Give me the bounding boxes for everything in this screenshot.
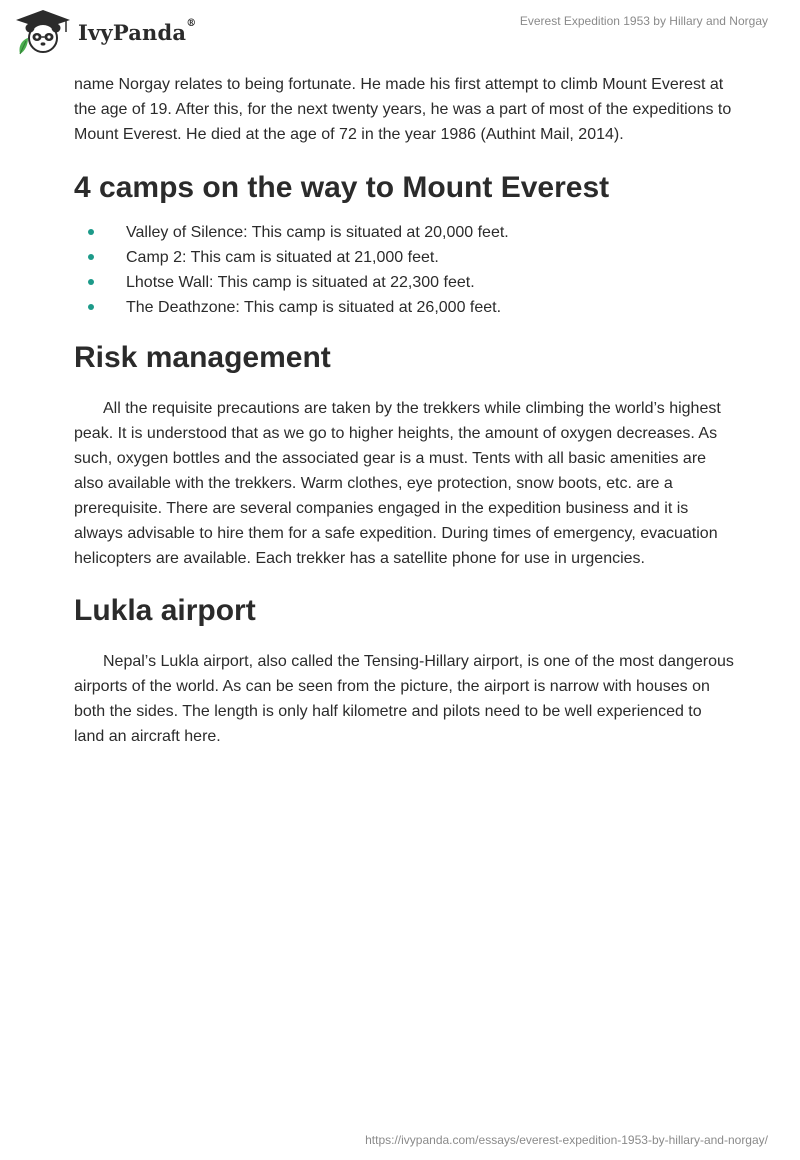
ivypanda-logo[interactable]: [14, 8, 196, 56]
list-item: [74, 245, 734, 270]
list-item: [74, 270, 734, 295]
risk-paragraph: All the requisite precautions are taken by the trekkers while climbing the world’s highest peak. It is understood that as we go to higher heights, the amount of oxygen decreases. As such, oxygen bottles and the associated gear is a must. Tents with all basic amenities are also available with the trekkers. Warm clothes, eye protection, snow boots, etc. are a prerequisite. There are several companies engaged in the expedition business and it is always advisable to hire them for a safe expedition. During times of emergency, evacuation helicopters are available. Each trekker has a satellite phone for use in urgencies.: [74, 400, 721, 567]
bullet-icon: [88, 254, 94, 260]
registered-mark: ®: [186, 17, 197, 29]
lukla-paragraph: Nepal’s Lukla airport, also called the Tensing-Hillary airport, is one of the most dangerous airports of the world. As can be seen from the picture, the airport is narrow with houses on both the sides. The length is only half kilometre and pilots need to be well experienced to land an aircraft here.: [74, 653, 734, 745]
list-item: [74, 220, 734, 245]
list-item-text: Camp 2: This cam is situated at 21,000 feet.: [126, 249, 439, 266]
footer-url-link[interactable]: https://ivypanda.com/essays/everest-expedition-1953-by-hillary-and-norgay/: [365, 1133, 768, 1147]
list-item-text: Valley of Silence: This camp is situated at 20,000 feet.: [126, 224, 509, 241]
list-item-text: The Deathzone: This camp is situated at 26,000 feet.: [126, 299, 502, 316]
list-item: [74, 295, 734, 320]
logo-wordmark: [78, 17, 197, 45]
page-header: [0, 0, 800, 66]
camps-list: [74, 220, 734, 320]
risk-heading: Risk management: [74, 341, 331, 374]
essay-content: [74, 72, 734, 749]
intro-paragraph: name Norgay relates to being fortunate. He made his first attempt to climb Mount Everest at the age of 19. After this, for the next twenty years, he was a part of most of the expeditions to Mount Everest. He died at the age of 72 in the year 1986 (Authint Mail, 2014).: [74, 76, 732, 143]
camps-heading: 4 camps on the way to Mount Everest: [74, 171, 610, 204]
list-item-text: Lhotse Wall: This camp is situated at 22,300 feet.: [126, 274, 475, 291]
document-title: Everest Expedition 1953 by Hillary and Norgay: [519, 14, 768, 28]
bullet-icon: [88, 304, 94, 310]
bullet-icon: [88, 279, 94, 285]
logo-text: IvyPanda: [78, 19, 187, 45]
panda-graduate-icon: [14, 8, 72, 56]
lukla-heading: Lukla airport: [74, 594, 256, 627]
bullet-icon: [88, 229, 94, 235]
